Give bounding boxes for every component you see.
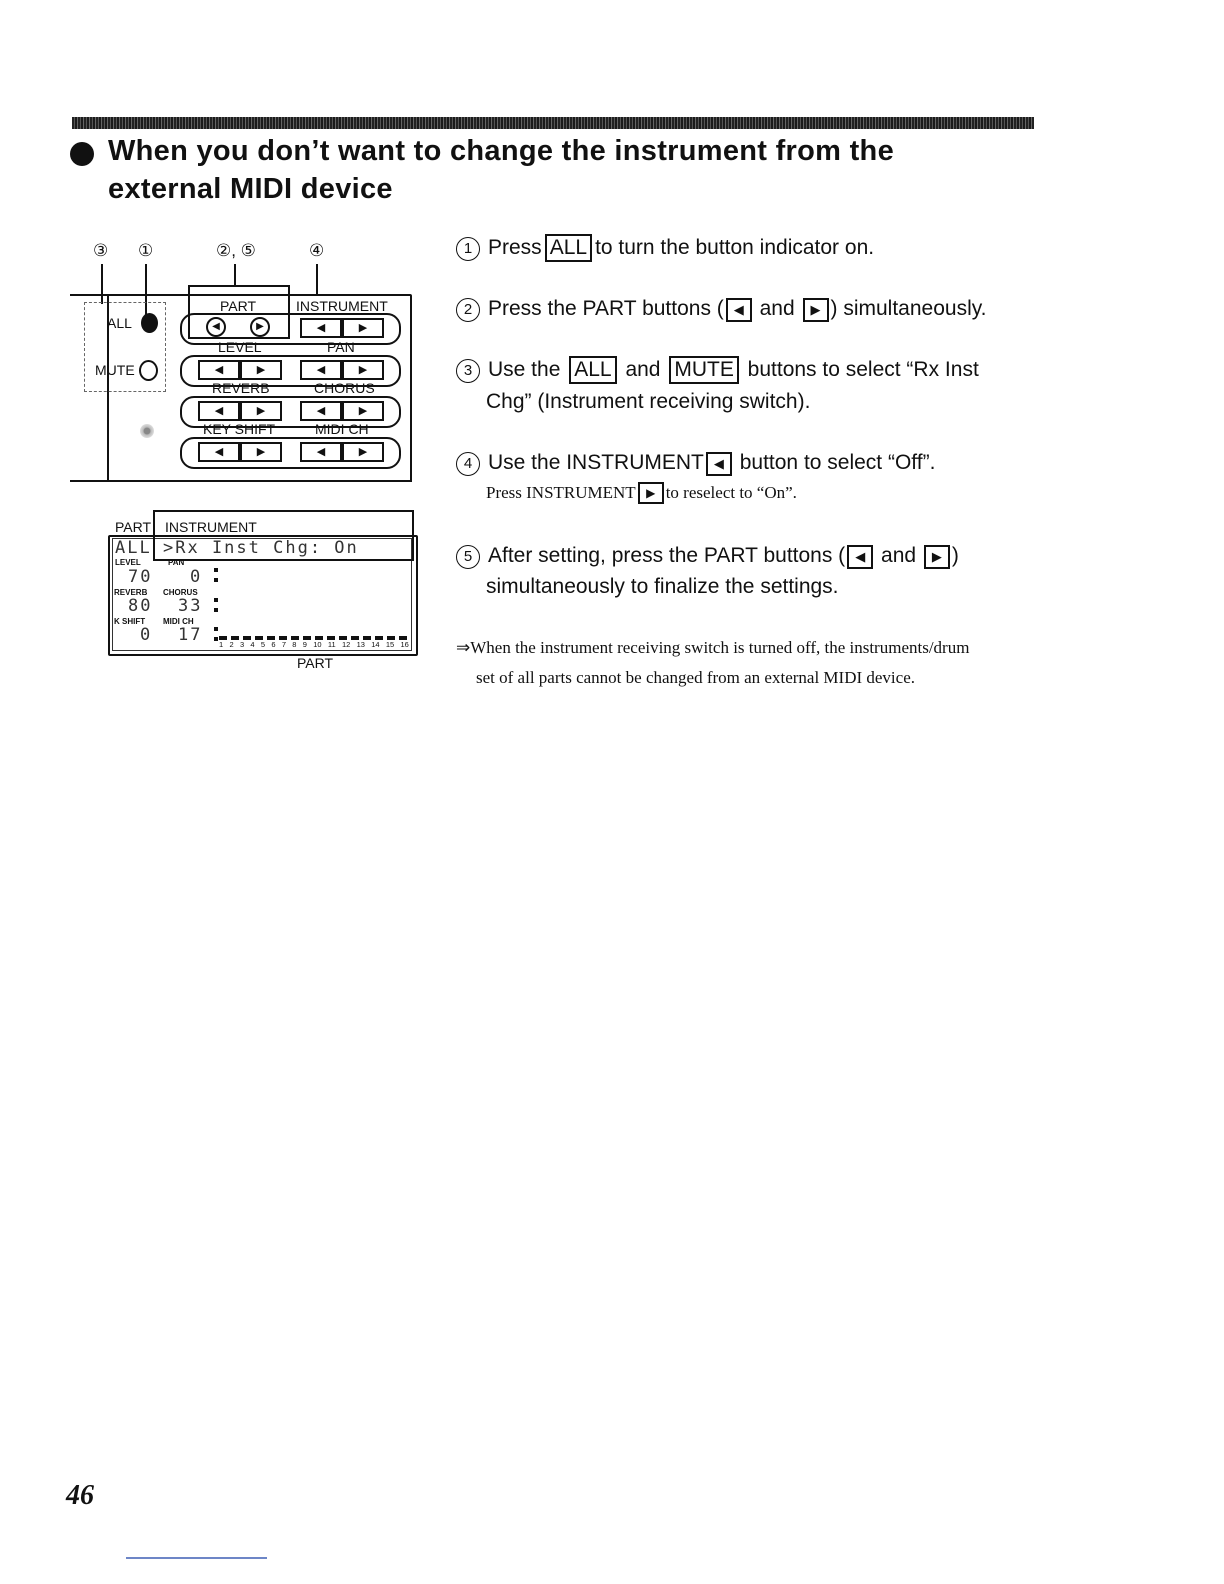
- lcd-level-label: LEVEL: [115, 558, 141, 567]
- part-label: PART: [220, 298, 257, 314]
- lcd-kshift-value: 0: [140, 625, 153, 645]
- pan-right-button[interactable]: ▶: [342, 360, 384, 380]
- step-5-continued: simultaneously to finalize the settings.: [486, 575, 839, 598]
- all-key-icon: ALL: [545, 234, 592, 262]
- part-number-12: 12: [341, 640, 351, 649]
- remark-line-1: ⇒When the instrument receiving switch is turned off, the instruments/drum: [456, 638, 970, 657]
- part-number-row: [219, 640, 409, 649]
- level-right-button[interactable]: ▶: [240, 360, 282, 380]
- leader-line-2-5: [234, 264, 236, 286]
- lcd-midich-value: 17: [178, 625, 203, 645]
- lcd-reverb-label: REVERB: [114, 588, 148, 597]
- lcd-kshift-label: K SHIFT: [114, 617, 146, 626]
- part-number-3: 3: [239, 640, 245, 649]
- reverb-right-button[interactable]: ▶: [240, 401, 282, 421]
- left-arrow-key-icon: ◀: [847, 545, 873, 569]
- part-highlight-box: [188, 285, 290, 339]
- bullet-icon: [70, 142, 94, 166]
- pan-label: PAN: [327, 339, 355, 355]
- step-number: 5: [456, 545, 480, 569]
- step-4-note: Press INSTRUMENT ▶ to reselect to “On”.: [486, 483, 797, 502]
- lcd-row1-left: ALL: [115, 538, 152, 558]
- callout-4: ④: [309, 241, 325, 260]
- part-number-8: 8: [292, 640, 297, 649]
- part-number-5: 5: [260, 640, 266, 649]
- callout-3: ③: [93, 241, 109, 260]
- instrument-label: INSTRUMENT: [296, 298, 388, 314]
- step-3: 3 Use the ALL and MUTE buttons to select “Rx Inst: [456, 354, 979, 385]
- midi-ch-right-button[interactable]: ▶: [342, 442, 384, 462]
- instrument-left-button[interactable]: ◀: [300, 318, 342, 338]
- step-4: 4 Use the INSTRUMENT ◀ button to select “Off”.: [456, 447, 935, 478]
- lcd-instrument-label: INSTRUMENT: [165, 519, 257, 535]
- pan-left-button[interactable]: ◀: [300, 360, 342, 380]
- chorus-label: CHORUS: [314, 380, 375, 396]
- part-number-9: 9: [302, 640, 307, 649]
- remark-line-2: set of all parts cannot be changed from an external MIDI device.: [476, 668, 915, 687]
- lcd-row1-text: >Rx Inst Chg: On: [163, 538, 359, 558]
- part-number-6: 6: [271, 640, 276, 649]
- level-left-button[interactable]: ◀: [198, 360, 240, 380]
- part-number-2: 2: [229, 640, 234, 649]
- part-number-15: 15: [385, 640, 395, 649]
- all-button-label: ALL: [107, 315, 132, 331]
- heading-line-1: When you don’t want to change the instrument from the: [108, 135, 894, 167]
- chorus-right-button[interactable]: ▶: [342, 401, 384, 421]
- page-number: 46: [66, 1480, 94, 1511]
- midi-ch-label: MIDI CH: [315, 421, 369, 437]
- part-right-button[interactable]: ▶: [250, 317, 270, 337]
- reverb-label: REVERB: [212, 380, 270, 396]
- key-shift-left-button[interactable]: ◀: [198, 442, 240, 462]
- step-number: 1: [456, 237, 480, 261]
- right-arrow-key-icon: ▶: [638, 482, 664, 504]
- lcd-chorus-label: CHORUS: [163, 588, 198, 597]
- knob-icon: [140, 424, 154, 438]
- part-number-4: 4: [250, 640, 255, 649]
- mute-key-icon: MUTE: [669, 356, 739, 384]
- midi-ch-left-button[interactable]: ◀: [300, 442, 342, 462]
- lcd-part-caption: PART: [297, 655, 334, 671]
- heading-rule: [72, 117, 1034, 129]
- lcd-reverb-value: 80: [128, 596, 153, 616]
- part-left-button[interactable]: ◀: [206, 317, 226, 337]
- part-number-7: 7: [281, 640, 286, 649]
- lcd-chorus-value: 33: [178, 596, 203, 616]
- part-number-1: 1: [219, 640, 224, 649]
- left-arrow-key-icon: ◀: [706, 452, 732, 476]
- reverb-left-button[interactable]: ◀: [198, 401, 240, 421]
- step-1: 1 Press ALL to turn the button indicator on.: [456, 232, 874, 263]
- step-number: 4: [456, 452, 480, 476]
- callout-2-5: ②, ⑤: [216, 241, 256, 260]
- step-2: 2 Press the PART buttons ( ◀ and ▶ ) simultaneously.: [456, 293, 987, 324]
- step-3-continued: Chg” (Instrument receiving switch).: [486, 390, 811, 413]
- all-button[interactable]: [141, 313, 158, 333]
- mute-button-label: MUTE: [95, 362, 135, 378]
- step-number: 3: [456, 359, 480, 383]
- leader-line-4: [316, 264, 318, 296]
- lcd-level-value: 70: [128, 567, 153, 587]
- instrument-right-button[interactable]: ▶: [342, 318, 384, 338]
- key-shift-right-button[interactable]: ▶: [240, 442, 282, 462]
- step-number: 2: [456, 298, 480, 322]
- part-number-14: 14: [371, 640, 380, 649]
- lcd-midich-label: MIDI CH: [163, 617, 194, 626]
- right-arrow-key-icon: ▶: [803, 298, 829, 322]
- right-arrow-key-icon: ▶: [924, 545, 950, 569]
- footer-rule: [126, 1557, 267, 1559]
- part-number-16: 16: [400, 640, 409, 649]
- lcd-pan-value: 0: [190, 567, 203, 587]
- lcd-pan-label: PAN: [168, 558, 185, 567]
- part-number-13: 13: [356, 640, 365, 649]
- part-number-10: 10: [313, 640, 322, 649]
- mute-button[interactable]: [139, 360, 158, 381]
- chorus-left-button[interactable]: ◀: [300, 401, 342, 421]
- left-arrow-key-icon: ◀: [726, 298, 752, 322]
- part-number-11: 11: [327, 640, 336, 649]
- all-key-icon: ALL: [569, 356, 616, 384]
- lcd-part-label: PART: [115, 519, 152, 535]
- callout-1: ①: [138, 241, 154, 260]
- level-label: LEVEL: [218, 339, 262, 355]
- step-5: 5 After setting, press the PART buttons ( ◀ and ▶ ): [456, 540, 959, 571]
- key-shift-label: KEY SHIFT: [203, 421, 276, 437]
- heading-line-2: external MIDI device: [108, 173, 393, 205]
